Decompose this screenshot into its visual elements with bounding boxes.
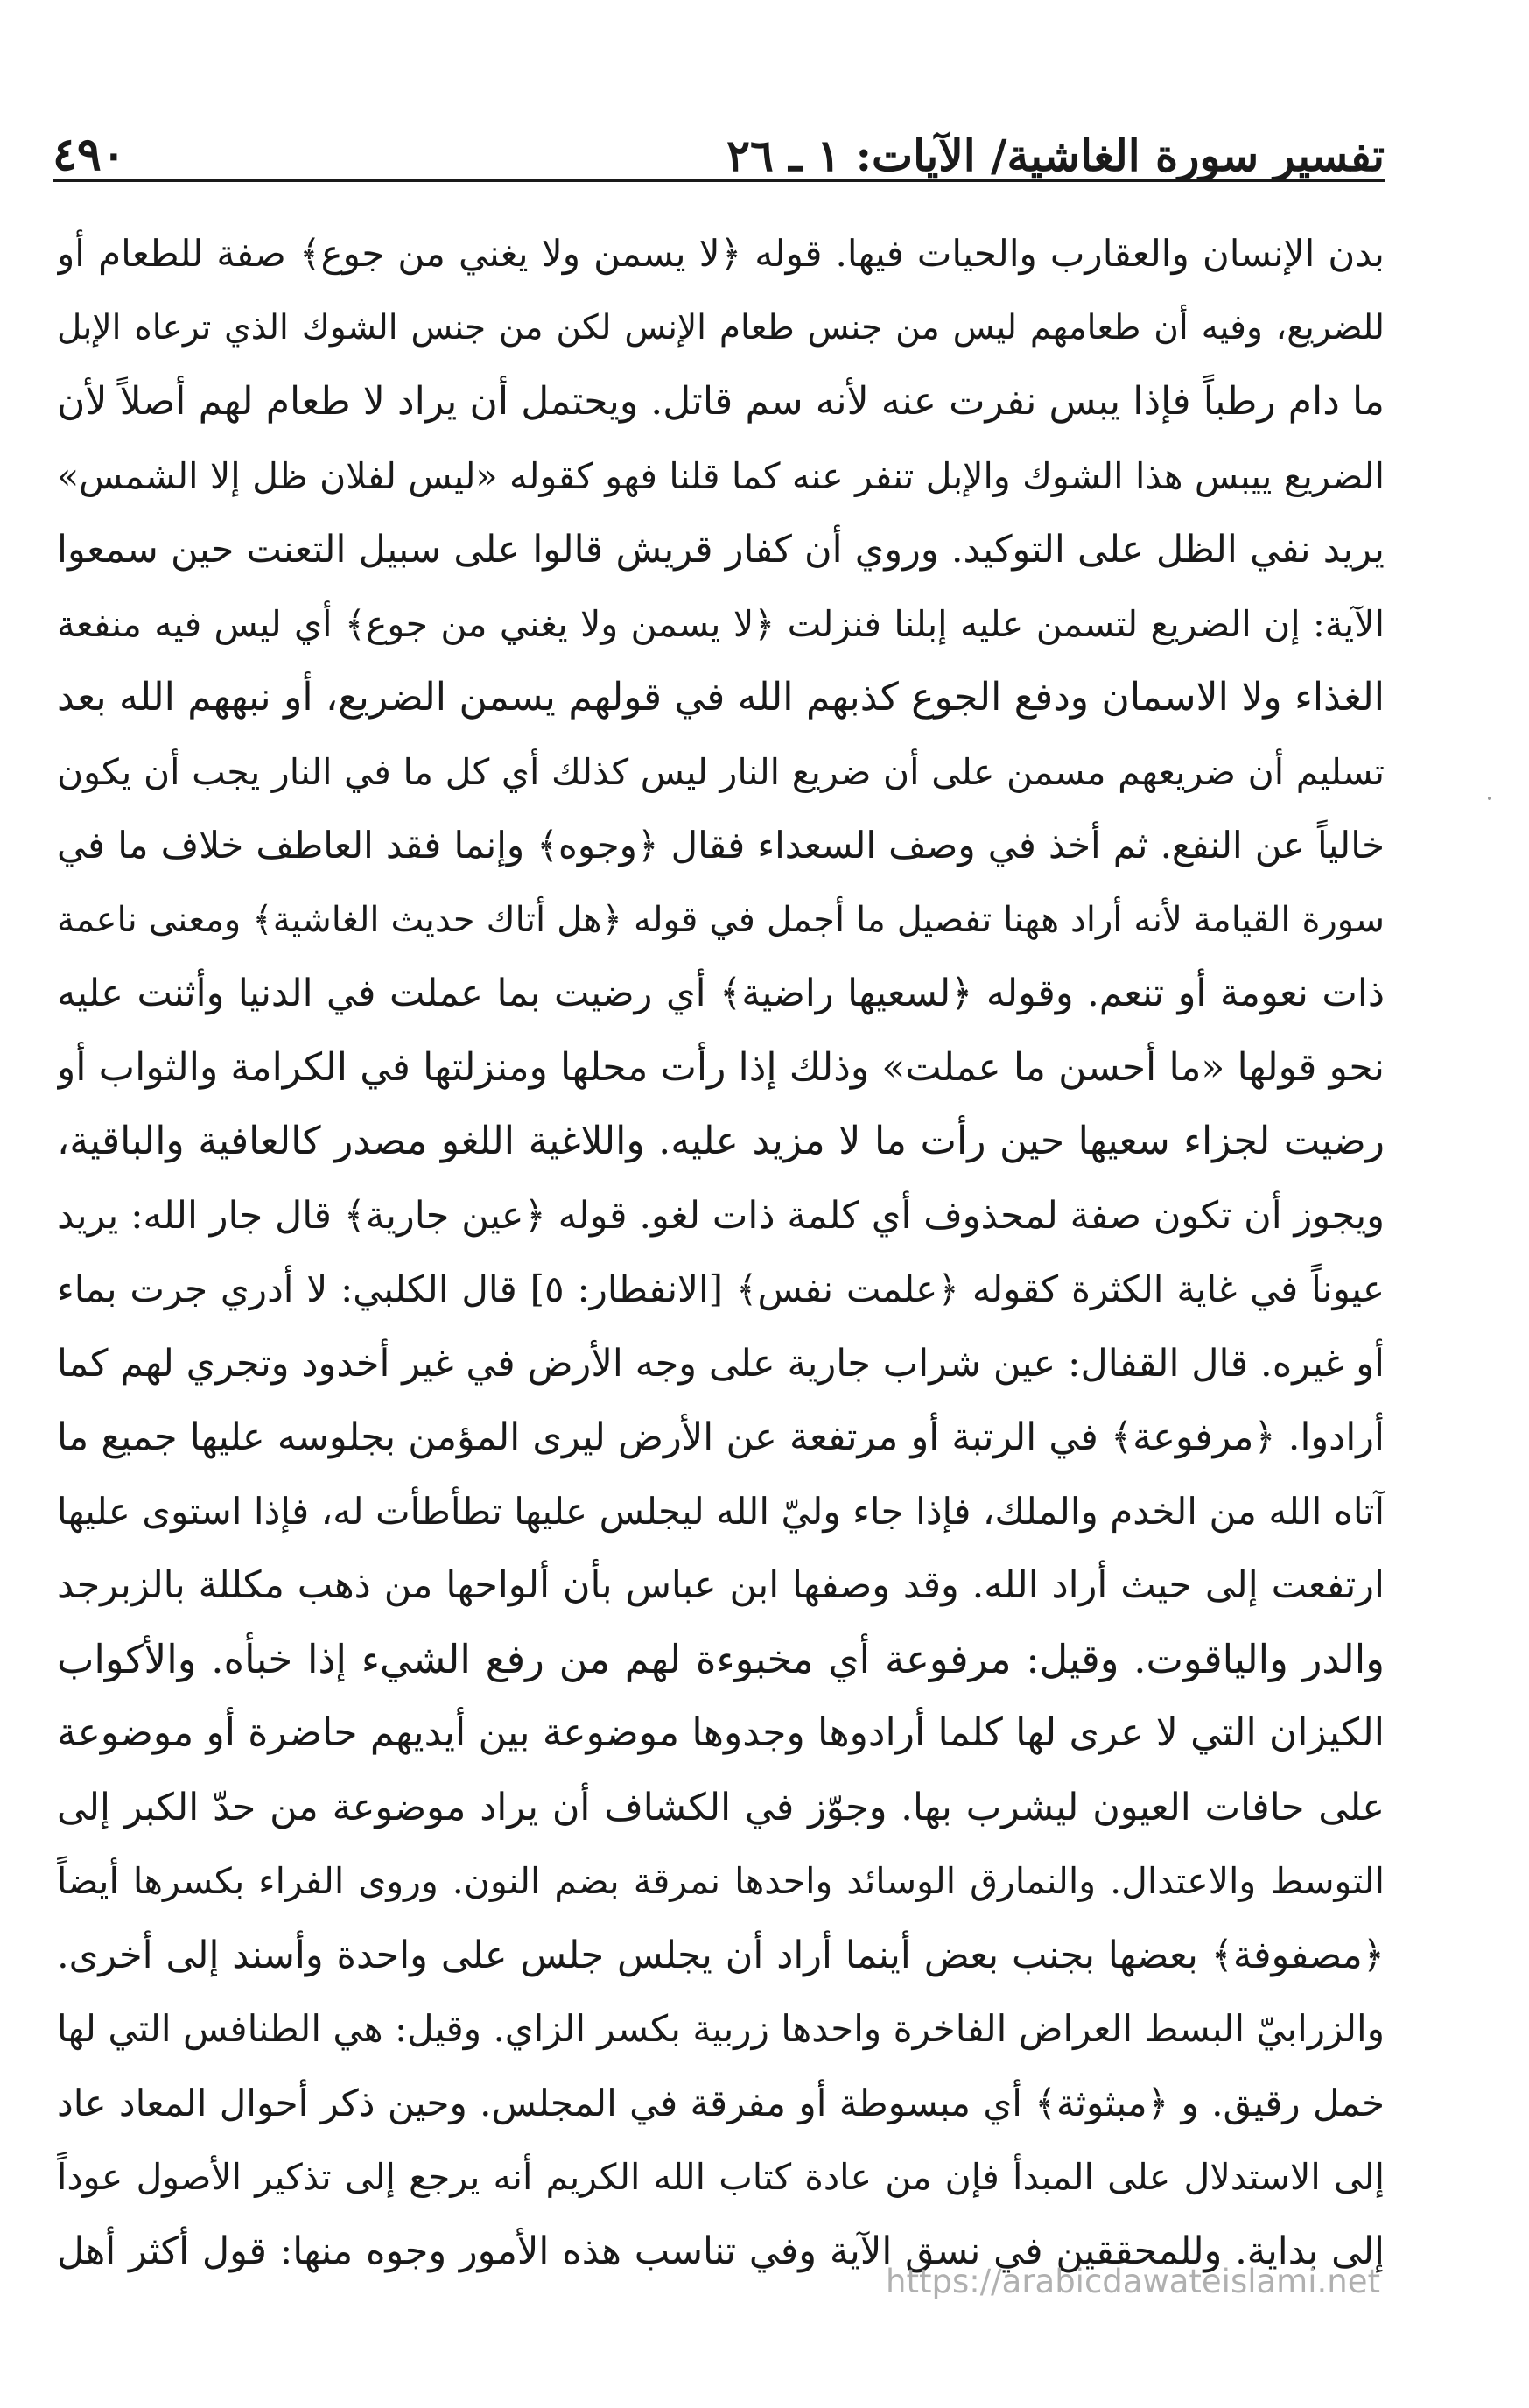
text-line: الضريع ييبس هذا الشوك والإبل تنفر عنه كما قلنا فهو كقوله «ليس لفلان ظل إلا الشمس» bbox=[57, 454, 1385, 497]
text-line: ويجوز أن تكون صفة لمحذوف أي كلمة ذات لغو. قوله ﴿عين جارية﴾ قال جار الله: يريد bbox=[57, 1193, 1385, 1238]
text-line: الآية: إن الضريع لتسمن عليه إبلنا فنزلت ﴿لا يسمن ولا يغني من جوع﴾ أي ليس فيه منفعة bbox=[57, 602, 1385, 645]
text-line: عيوناً في غاية الكثرة كقوله ﴿علمت نفس﴾ [الانفطار: ٥] قال الكلبي: لا أدري جرت بماء bbox=[57, 1267, 1385, 1310]
text-line: سورة القيامة لأنه أراد ههنا تفصيل ما أجمل في قوله ﴿هل أتاك حديث الغاشية﴾ ومعنى ناعمة bbox=[57, 899, 1385, 940]
text-line: إلى بداية. وللمحققين في نسق الآية وفي تناسب هذه الأمور وجوه منها: قول أكثر أهل bbox=[57, 2229, 1385, 2273]
text-line: ما دام رطباً فإذا يبس نفرت عنه لأنه سم قاتل. ويحتمل أن يراد لا طعام لهم أصلاً لأن bbox=[57, 379, 1385, 424]
text-line: أرادوا. ﴿مرفوعة﴾ في الرتبة أو مرتفعة عن الأرض ليرى المؤمن بجلوسه عليها جميع ما bbox=[57, 1415, 1385, 1459]
text-line: بدن الإنسان والعقارب والحيات فيها. قوله ﴿لا يسمن ولا يغني من جوع﴾ صفة للطعام أو bbox=[57, 232, 1385, 275]
text-line: والزرابيّ البسط العراض الفاخرة واحدها زربية بكسر الزاي. وقيل: هي الطنافس التي لها bbox=[57, 2007, 1385, 2050]
text-line: تسليم أن ضريعهم مسمن على أن ضريع النار ليس كذلك أي كل ما في النار يجب أن يكون bbox=[57, 750, 1385, 793]
watermark-url: https://arabicdawateislami.net bbox=[886, 2263, 1380, 2300]
text-line: على حافات العيون ليشرب بها. وجوّز في الكشاف أن يراد موضوعة من حدّ الكبر إلى bbox=[57, 1785, 1385, 1829]
text-line: الكيزان التي لا عرى لها كلما أرادوها وجدوها موضوعة بين أيديهم حاضرة أو موضوعة bbox=[57, 1710, 1385, 1755]
scan-speck bbox=[1488, 797, 1491, 800]
text-line: آتاه الله من الخدم والملك، فإذا جاء وليّ الله ليجلس عليها تطأطأت له، فإذا استوى عليها bbox=[57, 1489, 1385, 1533]
text-line: والدر والياقوت. وقيل: مرفوعة أي مخبوءة لهم من رفع الشيء إذا خبأه. والأكواب bbox=[57, 1635, 1385, 1682]
text-line: التوسط والاعتدال. والنمارق الوسائد واحدها نمرقة بضم النون. وروى الفراء بكسرها أيضاً bbox=[57, 1860, 1385, 1902]
text-line: ارتفعت إلى حيث أراد الله. وقد وصفها ابن عباس بأن ألواحها من ذهب مكللة بالزبرجد bbox=[57, 1563, 1385, 1607]
page-number: ٤٩٠ bbox=[53, 128, 126, 181]
text-line: ذات نعومة أو تنعم. وقوله ﴿لسعيها راضية﴾ أي رضيت بما عملت في الدنيا وأثنت عليه bbox=[57, 972, 1385, 1015]
text-line: يريد نفي الظل على التوكيد. وروي أن كفار قريش قالوا على سبيل التعنت حين سمعوا bbox=[57, 528, 1385, 572]
text-line: رضيت لجزاء سعيها حين رأت ما لا مزيد عليه. واللاغية اللغو مصدر كالعافية والباقية، bbox=[57, 1119, 1385, 1163]
text-line: خمل رقيق. و ﴿مبثوثة﴾ أي مبسوطة أو مفرقة في المجلس. وحين ذكر أحوال المعاد عاد bbox=[57, 2081, 1385, 2124]
text-line: إلى الاستدلال على المبدأ فإن من عادة كتاب الله الكريم أنه يرجع إلى تذكير الأصول عوداً bbox=[57, 2156, 1385, 2198]
text-line: الغذاء ولا الاسمان ودفع الجوع كذبهم الله في قولهم يسمن الضريع، أو نبههم الله بعد bbox=[57, 675, 1385, 720]
text-line: للضريع، وفيه أن طعامهم ليس من جنس طعام الإنس لكن من جنس الشوك الذي ترعاه الإبل bbox=[57, 307, 1385, 348]
header-rule bbox=[53, 179, 1385, 182]
text-line: خالياً عن النفع. ثم أخذ في وصف السعداء فقال ﴿وجوه﴾ وإنما فقد العاطف خلاف ما في bbox=[57, 824, 1385, 867]
text-line: نحو قولها «ما أحسن ما عملت» وذلك إذا رأت محلها ومنزلتها في الكرامة والثواب أو bbox=[57, 1044, 1385, 1090]
body-text bbox=[57, 217, 1385, 2288]
text-line: ﴿مصفوفة﴾ بعضها بجنب بعض أينما أراد أن يجلس جلس على واحدة وأسند إلى أخرى. bbox=[57, 1933, 1385, 1977]
text-line: أو غيره. قال القفال: عين شراب جارية على وجه الأرض في غير أخدود وتجري لهم كما bbox=[57, 1341, 1385, 1386]
page-header bbox=[53, 109, 1385, 181]
running-title: تفسير سورة الغاشية/ الآيات: ١ ـ ٢٦ bbox=[726, 130, 1385, 181]
